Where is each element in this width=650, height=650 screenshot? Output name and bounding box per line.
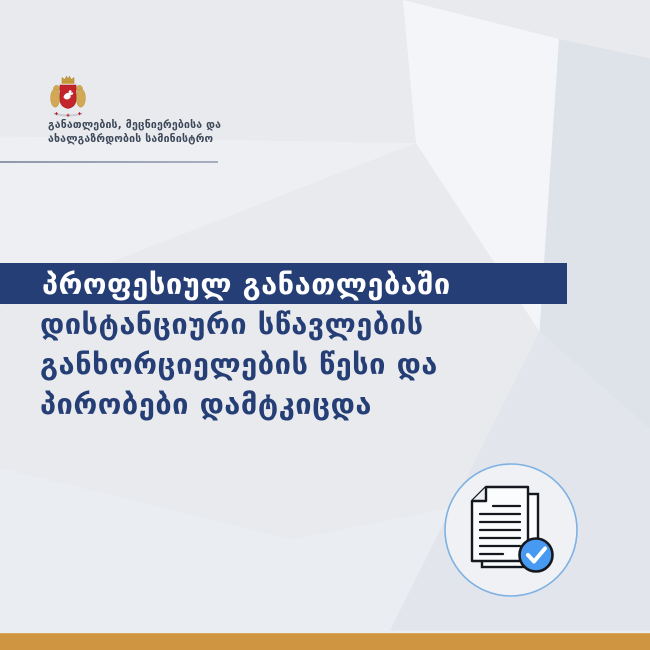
headline-line4: პირობები დამტკიცდა (40, 387, 372, 421)
headline-line3: განხორციელების წესი და (40, 347, 438, 381)
georgia-coat-of-arms-icon (44, 74, 92, 120)
ministry-name (48, 119, 308, 146)
document-check-emblem (441, 460, 581, 604)
headline-highlight-bar (0, 263, 567, 304)
documents-with-checkmark-icon (441, 460, 581, 600)
bottom-accent-bar (0, 633, 650, 650)
headline-line2: დისტანციური სწავლების (40, 307, 424, 341)
ministry-logo (44, 74, 92, 120)
ministry-name-line1: განათლების, მეცნიერებისა და (48, 119, 222, 131)
headline-body (40, 304, 438, 424)
headline-line1: პროფესიულ განათლებაში (42, 266, 451, 301)
divider-line (0, 161, 218, 163)
ministry-name-line2: ახალგაზრდობის სამინისტრო (48, 132, 214, 145)
